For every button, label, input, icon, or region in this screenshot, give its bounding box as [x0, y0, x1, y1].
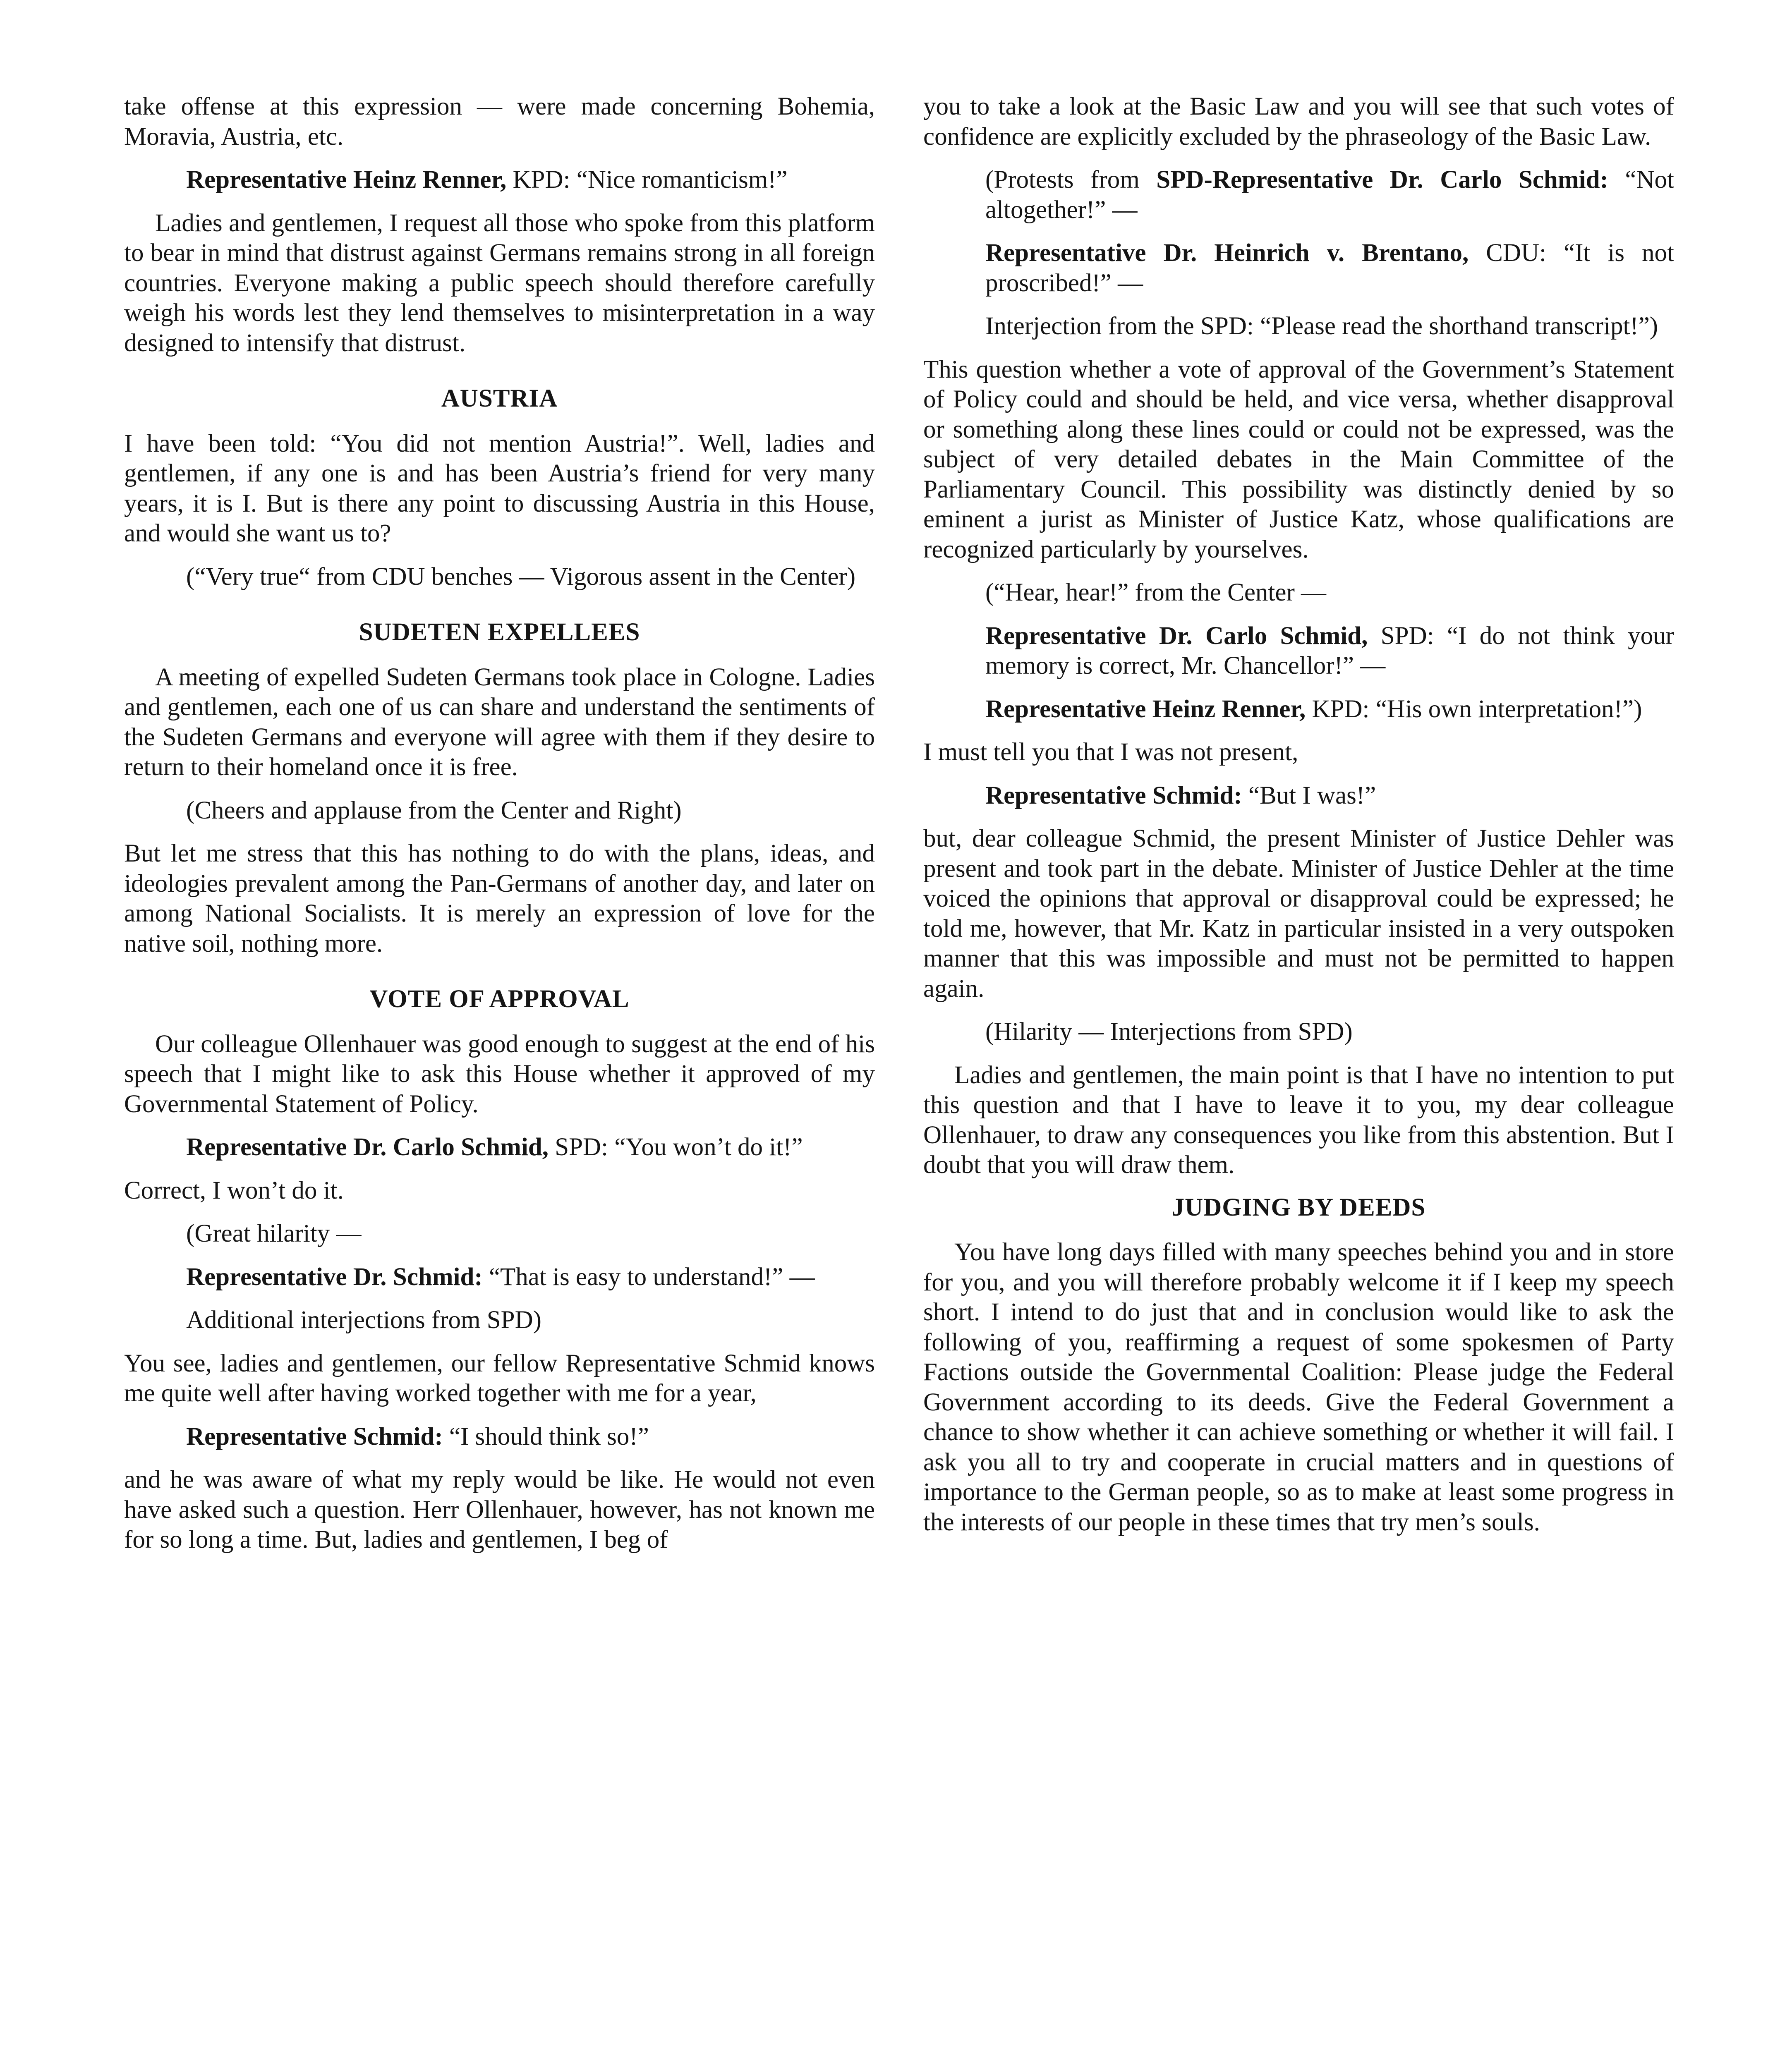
- speaker-name: SPD-Representative Dr. Carlo Schmid:: [1156, 166, 1608, 194]
- interjection-text: “Not altogether!” —: [985, 166, 1674, 224]
- stage-direction: (Hilarity — Interjections from SPD): [985, 1018, 1353, 1046]
- paragraph: This question whether a vote of approval of the Government’s Statement of Policy could and should be held, and vice versa, whether disapproval or something along these lines could or could not be expressed, was the subject of very detailed debates in the Main Committee of the Parliamentary Council. This possibility was distinctly denied by so eminent a jurist as Minister of Justice Katz, whose qualifications are recognized particularly by yourselves.: [923, 355, 1674, 563]
- paragraph: I must tell you that I was not present,: [923, 738, 1298, 766]
- interjection-text: (Protests from: [985, 166, 1157, 194]
- paragraph: you to take a look at the Basic Law and you will see that such votes of confidence are explicitly excluded by the phraseology of the Basic Law.: [923, 93, 1674, 151]
- section-heading-sudeten-expellees: SUDETEN EXPELLEES: [359, 618, 640, 646]
- speaker-name: Representative Heinz Renner,: [985, 695, 1306, 723]
- paragraph: but, dear colleague Schmid, the present Minister of Justice Dehler was present and took part in the debate. Minister of Justice Dehler at the time voiced the opinions that approval or disapproval could be expressed; he told me, however, that Mr. Katz in particular insisted in a very outspoken manner that this was impossible and must not be permitted to happen again.: [923, 825, 1674, 1003]
- interjection-text: SPD: “I do not think your memory is correct, Mr. Chancellor!” —: [985, 622, 1674, 680]
- speaker-interjection: [985, 781, 1674, 811]
- paragraph: I have been told: “You did not mention Austria!”. Well, ladies and gentlemen, if any one is and has been Austria’s friend for very many years, it is I. But is there any point to discussing Austria in this House, and would she want us to?: [124, 429, 875, 547]
- paragraph: Correct, I won’t do it.: [124, 1176, 344, 1204]
- speaker-interjection: [985, 238, 1674, 298]
- speaker-interjection: [186, 1132, 875, 1163]
- paragraph: You have long days filled with many speeches behind you and in store for you, and you will therefore probably welcome it if I keep my speech short. I intend to do just that and in conclusion would like to ask the following of you, reaffirming a request of some spokesmen of Party Factions outside the Governmental Coalition: Please judge the Federal Government according to its deeds. Give the Federal Government a chance to show whether it can achieve something or whether it will fail. I ask you all to try and cooperate in crucial matters and in questions of importance to the German people, so as to make at least some progress in the interests of our people in these times that try men’s souls.: [923, 1238, 1674, 1536]
- paragraph: You see, ladies and gentlemen, our fellow Representative Schmid knows me quite well after having worked together with me for a year,: [124, 1349, 875, 1407]
- speaker-name: Representative Dr. Schmid:: [186, 1263, 483, 1291]
- paragraph: Our colleague Ollenhauer was good enough to suggest at the end of his speech that I might like to ask this House whether it approved of my Governmental Statement of Policy.: [124, 1030, 875, 1118]
- interjection-text: “But I was!”: [1242, 781, 1376, 809]
- left-column: [124, 92, 875, 1555]
- stage-direction: (“Very true“ from CDU benches — Vigorous assent in the Center): [186, 562, 856, 591]
- stage-direction: (“Hear, hear!” from the Center —: [985, 579, 1327, 606]
- speaker-interjection: [186, 165, 875, 195]
- section-heading-vote-of-approval: VOTE OF APPROVAL: [369, 985, 630, 1013]
- paragraph: A meeting of expelled Sudeten Germans took place in Cologne. Ladies and gentlemen, each one of us can share and understand the sentiments of the Sudeten Germans and everyone will agree with them if they desire to return to their homeland once it is free.: [124, 663, 875, 781]
- speaker-interjection: [186, 1422, 875, 1452]
- speaker-interjection: [985, 621, 1674, 681]
- section-heading-judging-by-deeds: JUDGING BY DEEDS: [1172, 1193, 1426, 1221]
- paragraph: But let me stress that this has nothing to do with the plans, ideas, and ideologies prevalent among the Pan-Germans of another day, and later on among National Socialists. It is merely an expression of love for the native soil, nothing more.: [124, 840, 875, 957]
- stage-direction: (Great hilarity —: [186, 1220, 362, 1247]
- speaker-name: Representative Heinz Renner,: [186, 166, 507, 194]
- interjection-text: SPD: “You won’t do it!”: [548, 1133, 803, 1161]
- stage-direction: Interjection from the SPD: “Please read the shorthand transcript!”): [985, 312, 1658, 340]
- interjection-text: “That is easy to understand!” —: [482, 1263, 815, 1291]
- section-heading-austria: AUSTRIA: [441, 385, 558, 412]
- speaker-name: Representative Dr. Heinrich v. Brentano,: [985, 239, 1469, 267]
- speaker-name: Representative Dr. Carlo Schmid,: [186, 1133, 549, 1161]
- speaker-name: Representative Schmid:: [985, 781, 1242, 809]
- interjection-text: “I should think so!”: [443, 1422, 649, 1450]
- speaker-interjection: [985, 694, 1674, 725]
- paragraph: Ladies and gentlemen, the main point is that I have no intention to put this question and that I have to leave it to you, my dear colleague Ollenhauer, to draw any consequences you like from this abstention. But I doubt that you will draw them.: [923, 1061, 1674, 1179]
- interjection-text: KPD: “Nice romanticism!”: [506, 166, 788, 194]
- right-column: [923, 92, 1674, 1537]
- speaker-name: Representative Dr. Carlo Schmid,: [985, 622, 1368, 650]
- paragraph: Ladies and gentlemen, I request all those who spoke from this platform to bear in mind that distrust against Germans remains strong in all foreign countries. Everyone making a public speech should therefore carefully weigh his words lest they lend themselves to misinterpretation in a way designed to intensify that distrust.: [124, 209, 875, 357]
- speaker-name: Representative Schmid:: [186, 1422, 443, 1450]
- stage-direction: [985, 165, 1674, 225]
- stage-direction: Additional interjections from SPD): [186, 1306, 541, 1334]
- speaker-interjection: [186, 1262, 875, 1292]
- interjection-text: CDU: “It is not proscribed!” —: [985, 239, 1674, 297]
- paragraph: take offense at this expression — were made concerning Bohemia, Moravia, Austria, etc.: [124, 93, 875, 151]
- paragraph: and he was aware of what my reply would be like. He would not even have asked such a question. Herr Ollenhauer, however, has not known me for so long a time. But, ladies and gentlemen, I beg of: [124, 1466, 875, 1553]
- interjection-text: KPD: “His own interpretation!”): [1306, 695, 1642, 723]
- stage-direction: (Cheers and applause from the Center and Right): [186, 796, 682, 824]
